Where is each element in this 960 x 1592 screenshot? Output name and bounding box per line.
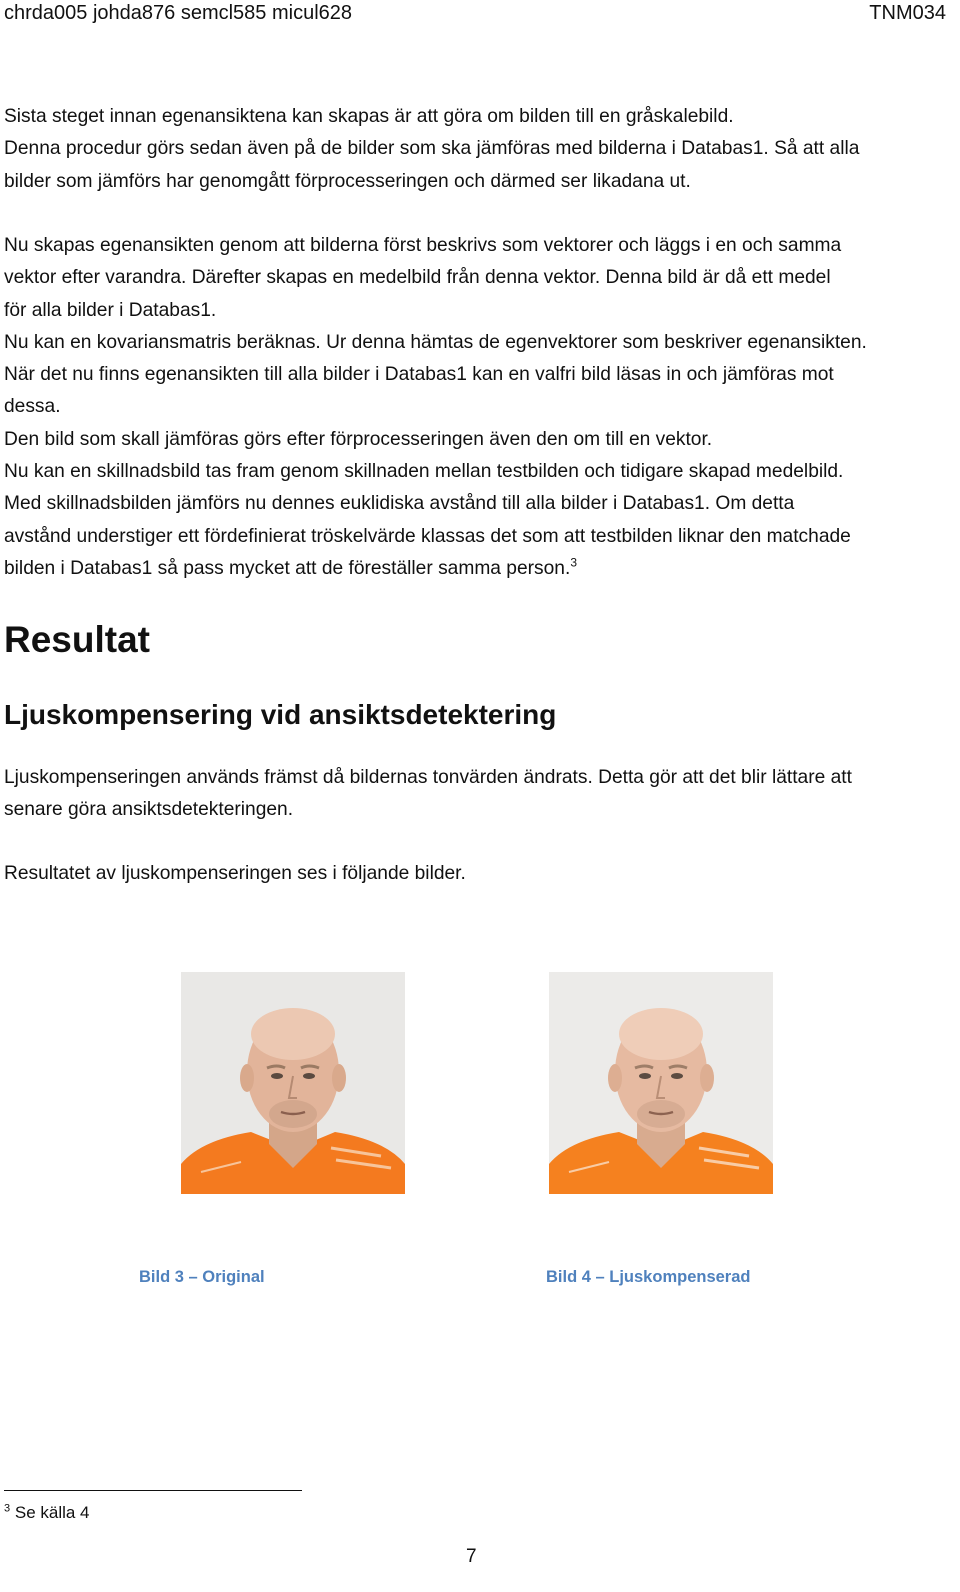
text-line: Nu kan en kovariansmatris beräknas. Ur denna hämtas de egenvektorer som beskriver egenansikten. xyxy=(4,331,867,353)
paragraph-results-intro xyxy=(4,858,954,890)
text-line: När det nu finns egenansikten till alla bilder i Databas1 kan en valfri bild läsas in och jämföras mot xyxy=(4,364,834,386)
heading-result: Resultat xyxy=(4,619,150,660)
figure-image-original xyxy=(181,972,405,1194)
text-line xyxy=(4,553,954,585)
text-line: avstånd understiger ett fördefinierat tröskelvärde klassas det som att testbilden liknar den matchade xyxy=(4,525,851,547)
figure-caption: Bild 4 – Ljuskompenserad xyxy=(546,1268,751,1286)
text-line: vektor efter varandra. Därefter skapas en medelbild från denna vektor. Denna bild är då ett medel xyxy=(4,267,831,289)
text-line: Sista steget innan egenansiktena kan skapas är att göra om bilden till en gråskalebild. xyxy=(4,106,734,127)
footnote-text: Se källa 4 xyxy=(14,1503,90,1522)
text-line: Resultatet av ljuskompenseringen ses i följande bilder. xyxy=(4,863,466,884)
text-line: senare göra ansiktsdetekteringen. xyxy=(4,799,294,821)
text-line: Den bild som skall jämföras görs efter förprocesseringen även den om till en vektor. xyxy=(4,428,713,450)
header-course-code: TNM034 xyxy=(869,2,946,24)
header-authors: chrda005 johda876 semcl585 micul628 xyxy=(4,2,353,24)
portrait-illustration xyxy=(181,972,405,1194)
text-line: Med skillnadsbilden jämförs nu dennes euklidiska avstånd till alla bilder i Databas1. Om detta xyxy=(4,493,795,515)
heading-light-compensation: Ljuskompensering vid ansiktsdetektering xyxy=(4,699,557,730)
text-line-content: bilden i Databas1 så pass mycket att de föreställer samma person. xyxy=(4,557,571,579)
paragraph-intro xyxy=(4,101,954,198)
text-line: Nu kan en skillnadsbild tas fram genom skillnaden mellan testbilden och tidigare skapad medelbild. xyxy=(4,461,844,483)
footnote-reference: 3 xyxy=(570,555,577,570)
figure-caption: Bild 3 – Original xyxy=(139,1268,265,1286)
text-line: bilder som jämförs har genomgått förprocesseringen och därmed ser likadana ut. xyxy=(4,170,691,192)
portrait-illustration xyxy=(549,972,773,1194)
footnote-number: 3 xyxy=(4,1502,11,1515)
footnote-separator xyxy=(4,1490,302,1491)
paragraph-eigenfaces xyxy=(4,230,954,585)
footnote xyxy=(4,1500,90,1526)
text-line: dessa. xyxy=(4,396,61,418)
text-line: Denna procedur görs sedan även på de bilder som ska jämföras med bilderna i Databas1. Så att alla xyxy=(4,138,860,160)
page-number: 7 xyxy=(466,1546,477,1567)
text-line: Ljuskompenseringen används främst då bildernas tonvärden ändrats. Detta gör att det blir lättare att xyxy=(4,767,852,788)
paragraph-light-compensation xyxy=(4,762,954,827)
figure-image-light-compensated xyxy=(549,972,773,1194)
text-line: Nu skapas egenansikten genom att bilderna först beskrivs som vektorer och läggs i en och samma xyxy=(4,235,842,256)
text-line: för alla bilder i Databas1. xyxy=(4,299,217,321)
